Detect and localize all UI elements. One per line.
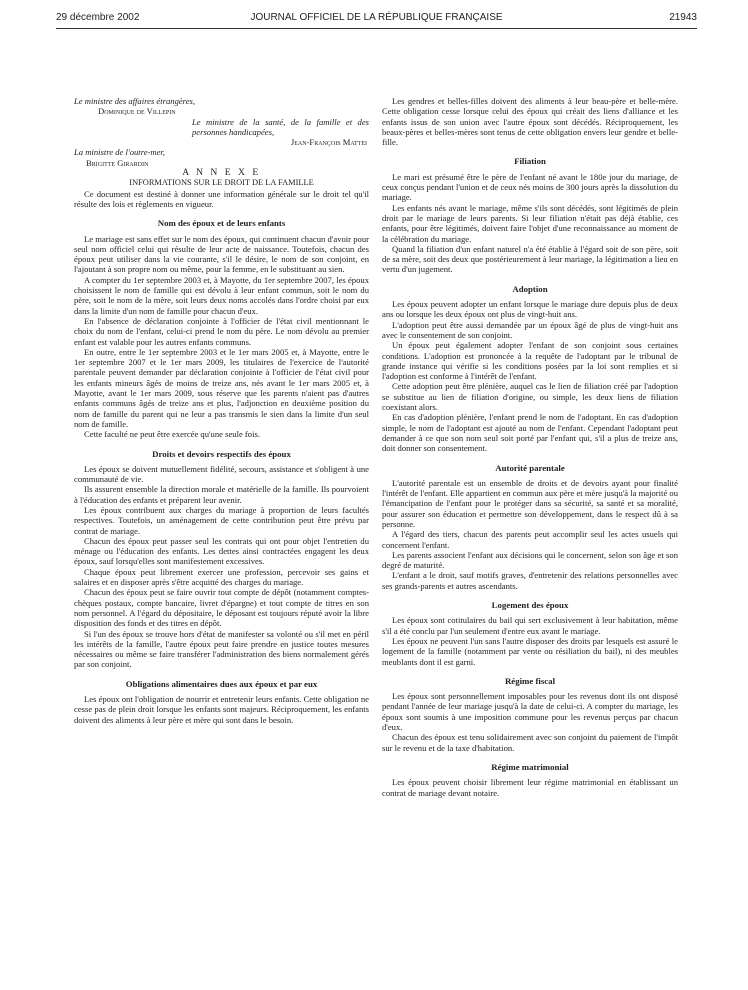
paragraph: Chaque époux peut librement exercer une profession, percevoir ses gains et salaires et en disposer après s'être acquitté des charges du mariage. [74, 566, 369, 588]
section-title-nom: Nom des époux et de leurs enfants [157, 218, 286, 229]
paragraph: Ils assurent ensemble la direction morale et matérielle de la famille. Ils pourvoient à l'éducation des enfants et préparent leur avenir. [74, 484, 369, 505]
paragraph: Les époux se doivent mutuellement fidélité, secours, assistance et s'obligent à une communauté de vie. [74, 463, 369, 485]
paragraph: Chacun des époux est tenu solidairement avec son conjoint du paiement de l'impôt sur le revenu et de la taxe d'habitation. [382, 732, 678, 753]
signature-role: Le ministre de la santé, de la famille et des personnes handicapées, [192, 116, 369, 137]
paragraph: L'adoption peut être aussi demandée par un époux âgé de plus de vingt-huit ans avec le consentement de son conjoint. [382, 319, 678, 340]
paragraph: Quand la filiation d'un enfant naturel n'a été établie à l'égard soit de son père, soit de sa mère, soit des deux que postérieurement à leur mariage, la légitimation a lieu en vertu d'un jugement. [382, 243, 678, 275]
section-title-matrimonial: Régime matrimonial [491, 761, 569, 772]
paragraph: Les époux sont cotitulaires du bail qui sert exclusivement à leur habitation, même s'il a été conclu par l'un seulement d'entre eux avant le mariage. [382, 615, 678, 636]
paragraph: Les époux ne peuvent l'un sans l'autre disposer des droits par lesquels est assuré le logement de la famille (notamment par vente ou résiliation du bail), ni des meubles meublants dont il est garni. [382, 635, 678, 667]
section-title-obligations: Obligations alimentaires dues aux époux et par eux [125, 678, 318, 689]
paragraph: Chacun des époux peut se faire ouvrir tout compte de dépôt (notamment comptes-chèques postaux, compte bancaire, livret d'épargne) et tout compte de titres en son nom personnel. A l'égard du dépositaire, le déposant est toujours réputé avoir la libre disposition des fonds et des titres en dépôt. [74, 587, 369, 629]
header-date: 29 décembre 2002 [56, 12, 140, 23]
signature-sante [74, 117, 369, 148]
section-title-droits: Droits et devoirs respectifs des époux [152, 448, 291, 459]
paragraph: Les gendres et belles-filles doivent des aliments à leur beau-père et belle-mère. Cette obligation cesse lorsque celui des époux qui créait des liens d'alliance et les enfants issus de son union avec l'autre époux sont décédés. Réciproquement, les beaux-pères et belles-mères sont tenus de cette obligation envers leur gendre et belle-fille. [382, 96, 678, 148]
paragraph: Un époux peut également adopter l'enfant de son conjoint sous certaines conditions. L'adoption est prononcée à la requête de l'adoptant par le tribunal de grande instance qui vérifie si les conditions posées par la loi sont remplies et si l'adoption est conforme à l'intérêt de l'enfant. [382, 340, 678, 382]
header-journal-title: JOURNAL OFFICIEL DE LA RÉPUBLIQUE FRANÇAISE [250, 12, 503, 23]
paragraph: Les parents associent l'enfant aux décisions qui le concernent, selon son âge et son degré de maturité. [382, 549, 678, 571]
paragraph: En outre, entre le 1er septembre 2003 et le 1er mars 2005 et, à Mayotte, entre le 1er septembre 2007 et le 1er mars 2009, les titulaires de l'exercice de l'autorité parentale peuvent demander par déclaration conjointe à l'officier de l'état civil pour les enfants mineurs âgés de moins de treize ans, nés avant le 1er mars 2005 et, à Mayotte, avant le 1er mars 2009, sous réserve que les parents n'aient pas d'autres enfants communs âgés de treize ans et plus, l'adjonction en deuxième position du nom de famille du parent qui ne leur a pas transmis le sien dans la limite d'un seul nom de famille. [74, 346, 369, 429]
section-title-filiation: Filiation [514, 156, 546, 167]
paragraph: A compter du 1er septembre 2003 et, à Mayotte, du 1er septembre 2007, les époux choisissent le nom de famille qui est dévolu à leur enfant commun, soit le nom du père, soit le nom de la mère, soit leurs deux noms accolés dans l'ordre choisi par eux dans la limite d'un nom de famille pour chacun d'eux. [74, 274, 369, 316]
paragraph: Cette adoption peut être plénière, auquel cas le lien de filiation créé par l'adoption se substitue au lien de filiation d'origine, ou simple, les deux liens de filiation coexistant alors. [382, 381, 678, 413]
section-title-autorite: Autorité parentale [495, 462, 565, 473]
paragraph: A l'égard des tiers, chacun des parents peut accomplir seul les actes usuels qui concernent l'enfant. [382, 529, 678, 550]
signature-outre-mer [74, 147, 369, 168]
signature-name: Brigitte Girardin [86, 157, 149, 168]
section-title-fiscal: Régime fiscal [504, 675, 556, 686]
paragraph: Les époux peuvent choisir librement leur régime matrimonial en établissant un contrat de mariage devant notaire. [382, 777, 678, 798]
annexe-title: A N N E X E [182, 167, 261, 179]
paragraph: Les époux sont personnellement imposables pour les revenus dont ils ont disposé pendant l'année de leur mariage jusqu'à la date de celui-ci. A compter du mariage, les époux sont soumis à une imposition commune pour les revenus perçus par chacun d'eux. [382, 691, 678, 733]
signature-role: La ministre de l'outre-mer, [74, 147, 165, 158]
paragraph: En l'absence de déclaration conjointe à l'officier de l'état civil mentionnant le choix du nom de l'enfant, celui-ci prend le nom du père. Le nom dévolu au premier enfant est valable pour les autres enfants communs. [74, 315, 369, 347]
paragraph: Les époux peuvent adopter un enfant lorsque le mariage dure depuis plus de deux ans ou lorsque les deux époux ont plus de vingt-huit ans. [382, 299, 678, 320]
paragraph: Les enfants nés avant le mariage, même s'ils sont décédés, sont légitimés de plein droit par le mariage de leurs parents. Si leur filiation n'était pas déjà établie, ces enfants, pour être légitimés, doivent faire l'objet d'une reconnaissance au moment de la célébration du mariage. [382, 202, 678, 244]
section-title-logement: Logement des époux [491, 600, 569, 611]
paragraph: Le mariage est sans effet sur le nom des époux, qui continuent chacun d'avoir pour seul nom officiel celui qui résulte de leur acte de naissance. Toutefois, chacun des époux peut utiliser dans la vie courante, s'il le désire, le nom de son conjoint, en l'ajoutant à son propre nom ou même, pour la femme, en le substituant au sien. [74, 233, 369, 275]
header-page-number: 21943 [669, 12, 697, 23]
paragraph: Chacun des époux peut passer seul les contrats qui ont pour objet l'entretien du ménage ou l'éducation des enfants. Les dettes ainsi contractées engagent les deux époux, sauf lorsqu'elles sont manifestement excessives. [74, 535, 369, 567]
paragraph: L'enfant a le droit, sauf motifs graves, d'entretenir des relations personnelles avec ses grands-parents et autres ascendants. [382, 570, 678, 591]
annexe-subtitle: INFORMATIONS SUR LE DROIT DE LA FAMILLE [129, 178, 314, 188]
header-rule [56, 28, 697, 29]
page-header [56, 10, 697, 32]
paragraph: Cette faculté ne peut être exercée qu'une seule fois. [84, 429, 260, 440]
paragraph: Les époux contribuent aux charges du mariage à proportion de leurs facultés respectives. Toutefois, un aménagement de cette contribution peut être prévu par contrat de mariage. [74, 504, 369, 536]
paragraph: L'autorité parentale est un ensemble de droits et de devoirs ayant pour finalité l'intérêt de l'enfant. Elle appartient en commun aux père et mère jusqu'à la majorité ou l'émancipation de l'enfant pour le protéger dans sa sécurité, sa santé et sa moralité, pour assurer son éducation et permettre son développement, dans le respect dû à sa personne. [382, 477, 679, 529]
paragraph: En cas d'adoption plénière, l'enfant prend le nom de l'adoptant. En cas d'adoption simple, le nom de l'adoptant est ajouté au nom de l'enfant. Cependant l'adoptant peut demander à ce que son nom seul soit porté par l'enfant qui, s'il a plus de treize ans, doit donner son consentement. [382, 412, 678, 454]
signature-name: Jean-François Mattei [290, 137, 367, 148]
signature-role: Le ministre des affaires étrangères, [74, 96, 196, 106]
paragraph: Le mari est présumé être le père de l'enfant né avant le 180e jour du mariage, de ceux conçus pendant l'union et de ceux nés moins de 300 jours après la dissolution du mariage. [382, 171, 678, 203]
paragraph: Les époux ont l'obligation de nourrir et entretenir leurs enfants. Cette obligation ne cesse pas de plein droit lorsque les enfants sont majeurs. Réciproquement, les enfants doivent des aliments à leur père et mère qui sont dans le besoin. [74, 694, 369, 725]
left-column [74, 96, 369, 725]
signature-affaires-etrangeres [74, 96, 369, 117]
section-title-adoption: Adoption [512, 283, 548, 294]
right-column [382, 96, 678, 798]
annexe-intro: Ce document est destiné à donner une information générale sur le droit tel qu'il résulte des lois et règlements en vigueur. [74, 188, 369, 209]
signature-name: Dominique de Villepin [98, 106, 176, 117]
paragraph: Si l'un des époux se trouve hors d'état de manifester sa volonté ou s'il met en péril les intérêts de la famille, l'autre époux peut faire prendre en justice toutes mesures nécessaires ou même se faire transférer l'administration des biens normalement gérés par son conjoint. [74, 628, 369, 670]
